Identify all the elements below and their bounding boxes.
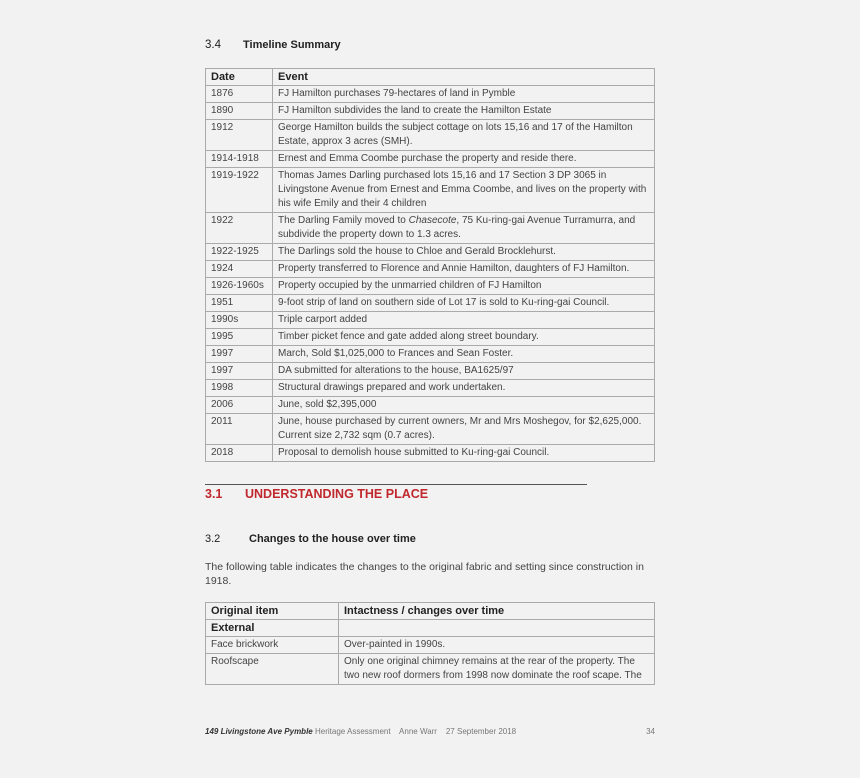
timeline-row <box>206 120 655 151</box>
timeline-date: 1997 <box>206 363 273 380</box>
timeline-event: George Hamilton builds the subject cottage on lots 15,16 and 17 of the Hamilton Estate, approx 3 acres (SMH). <box>273 120 655 151</box>
timeline-event: DA submitted for alterations to the house, BA1625/97 <box>273 363 655 380</box>
timeline-event: The Darling Family moved to Chasecote, 75 Ku-ring-gai Avenue Turramurra, and subdivide the property down to 1.3 acres. <box>273 213 655 244</box>
section-heading-3-4 <box>205 39 341 51</box>
timeline-row <box>206 363 655 380</box>
section-divider <box>205 484 587 485</box>
timeline-row <box>206 213 655 244</box>
timeline-row <box>206 329 655 346</box>
column-header-date: Date <box>206 69 273 86</box>
timeline-event: Property occupied by the unmarried children of FJ Hamilton <box>273 278 655 295</box>
section-title: UNDERSTANDING THE PLACE <box>245 487 429 501</box>
column-header-event: Event <box>273 69 655 86</box>
timeline-row <box>206 278 655 295</box>
timeline-date: 1990s <box>206 312 273 329</box>
timeline-date: 1997 <box>206 346 273 363</box>
timeline-date: 1995 <box>206 329 273 346</box>
timeline-row <box>206 244 655 261</box>
timeline-row <box>206 151 655 168</box>
house-name: Chasecote <box>408 215 457 226</box>
timeline-row <box>206 380 655 397</box>
column-header-original-item: Original item <box>206 603 339 620</box>
timeline-event: June, sold $2,395,000 <box>273 397 655 414</box>
timeline-row <box>206 397 655 414</box>
timeline-event: Thomas James Darling purchased lots 15,16 and 17 Section 3 DP 3065 in Livingstone Avenue from Ernest and Emma Coombe, and lives on the property with his wife Emily and their 4 children <box>273 168 655 213</box>
timeline-event: FJ Hamilton purchases 79-hectares of land in Pymble <box>273 86 655 103</box>
timeline-date: 1914-1918 <box>206 151 273 168</box>
section-heading-3-2 <box>205 533 416 545</box>
original-item: Face brickwork <box>206 637 339 654</box>
timeline-date: 1912 <box>206 120 273 151</box>
change-description: Over-painted in 1990s. <box>339 637 655 654</box>
column-header-intactness: Intactness / changes over time <box>339 603 655 620</box>
timeline-date: 1919-1922 <box>206 168 273 213</box>
timeline-row <box>206 168 655 213</box>
changes-header-row <box>206 603 655 620</box>
timeline-row <box>206 445 655 462</box>
timeline-row <box>206 295 655 312</box>
timeline-date: 2018 <box>206 445 273 462</box>
timeline-date: 1951 <box>206 295 273 312</box>
section-number: 3.2 <box>205 533 221 545</box>
timeline-event: FJ Hamilton subdivides the land to create the Hamilton Estate <box>273 103 655 120</box>
timeline-event: Proposal to demolish house submitted to Ku-ring-gai Council. <box>273 445 655 462</box>
timeline-date: 2006 <box>206 397 273 414</box>
timeline-header-row <box>206 69 655 86</box>
section-title: Timeline Summary <box>243 39 341 51</box>
section-title: Changes to the house over time <box>249 533 416 545</box>
timeline-date: 1924 <box>206 261 273 278</box>
timeline-event: 9-foot strip of land on southern side of Lot 17 is sold to Ku-ring-gai Council. <box>273 295 655 312</box>
timeline-date: 1922-1925 <box>206 244 273 261</box>
change-description: Only one original chimney remains at the rear of the property. The two new roof dormers from 1998 now dominate the roof scape. The <box>339 654 655 685</box>
timeline-event: Structural drawings prepared and work undertaken. <box>273 380 655 397</box>
group-label: External <box>206 620 339 637</box>
section-heading-3-1 <box>205 487 428 501</box>
footer-author: Anne Warr <box>399 727 437 736</box>
timeline-date: 1998 <box>206 380 273 397</box>
timeline-date: 2011 <box>206 414 273 445</box>
timeline-event: June, house purchased by current owners, Mr and Mrs Moshegov, for $2,625,000. Current size 2,732 sqm (0.7 acres). <box>273 414 655 445</box>
page-footer <box>205 727 655 736</box>
changes-table <box>205 602 655 685</box>
intro-paragraph: The following table indicates the changes to the original fabric and setting since construction in 1918. <box>205 561 644 587</box>
timeline-event: The Darlings sold the house to Chloe and Gerald Brocklehurst. <box>273 244 655 261</box>
timeline-date: 1922 <box>206 213 273 244</box>
section-number: 3.4 <box>205 39 221 51</box>
section-number: 3.1 <box>205 487 223 501</box>
timeline-date: 1926-1960s <box>206 278 273 295</box>
original-item: Roofscape <box>206 654 339 685</box>
page-number: 34 <box>646 727 655 736</box>
timeline-row <box>206 346 655 363</box>
timeline-event: March, Sold $1,025,000 to Frances and Sean Foster. <box>273 346 655 363</box>
timeline-date: 1876 <box>206 86 273 103</box>
timeline-date: 1890 <box>206 103 273 120</box>
group-empty-cell <box>339 620 655 637</box>
timeline-table <box>205 68 655 462</box>
timeline-event: Ernest and Emma Coombe purchase the property and reside there. <box>273 151 655 168</box>
timeline-row <box>206 414 655 445</box>
footer-date: 27 September 2018 <box>445 727 517 736</box>
changes-row <box>206 654 655 685</box>
changes-body <box>206 620 655 685</box>
group-row <box>206 620 655 637</box>
timeline-row <box>206 103 655 120</box>
timeline-row <box>206 86 655 103</box>
timeline-row <box>206 261 655 278</box>
timeline-event: Triple carport added <box>273 312 655 329</box>
footer-doc: Heritage Assessment <box>314 727 391 736</box>
footer-address: 149 Livingstone Ave Pymble <box>205 727 313 736</box>
timeline-row <box>206 312 655 329</box>
timeline-event: Timber picket fence and gate added along street boundary. <box>273 329 655 346</box>
timeline-body <box>206 86 655 462</box>
changes-row <box>206 637 655 654</box>
timeline-event: Property transferred to Florence and Annie Hamilton, daughters of FJ Hamilton. <box>273 261 655 278</box>
